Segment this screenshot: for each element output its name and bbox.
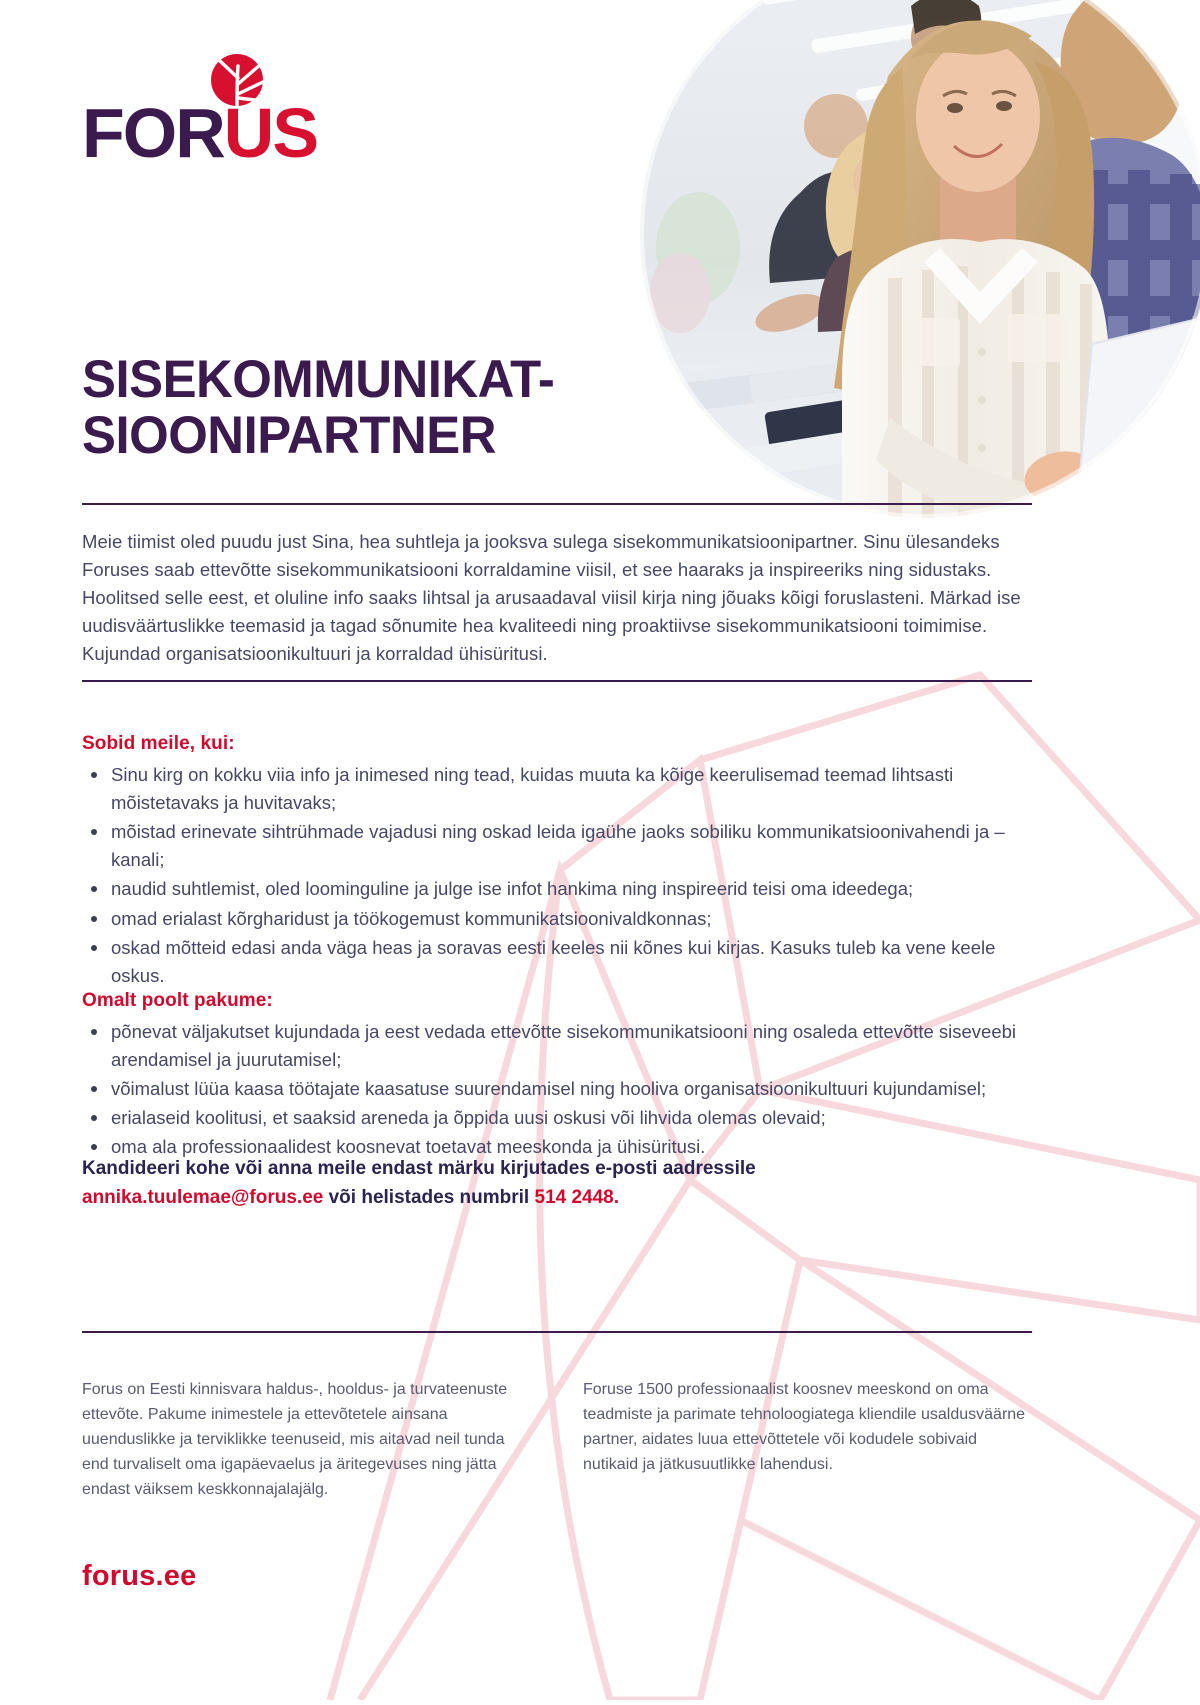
- intro-paragraph: Meie tiimist oled puudu just Sina, hea suhtleja ja jooksva sulega sisekommunikatsioonipartner. Sinu ülesandeks Foruses saab ettevõtte sisekommunikatsiooni korraldamine viisil, et see haaraks ja inspireeriks ning sidustaks. Hoolitsed selle eest, et oluline info saaks lihtsal ja arusaadaval viisil kirja ning jõuaks kõigi foruslasteni. Märkad ise uudisväärtuslikke teemasid ja tagad sõnumite hea kvaliteedi ning proaktiivse sisekommunikatsiooni toimimise. Kujundad organisatsioonikultuuri ja korraldad ühisüritusi.: [82, 531, 1021, 665]
- footer-columns: [82, 1378, 1032, 1503]
- logo-wordmark: [82, 94, 318, 172]
- offer-list: [82, 1018, 1042, 1162]
- contact-phone: 514 2448.: [534, 1186, 620, 1208]
- call-to-action: [82, 1155, 1042, 1213]
- list-item: mõistad erinevate sihtrühmade vajadusi ning oskad leida igaühe jaoks sobiliku kommunikatsioonivahendi ja –kanali;: [82, 818, 1042, 874]
- contact-email-link[interactable]: annika.tuulemae@forus.ee: [82, 1186, 324, 1208]
- list-item: naudid suhtlemist, oled loominguline ja julge ise infot hankima ning inspireerid teisi oma ideedega;: [82, 875, 1042, 903]
- logo-word-us: US: [223, 94, 318, 172]
- divider-middle: [82, 680, 1032, 682]
- website-link[interactable]: forus.ee: [82, 1560, 197, 1592]
- list-item: põnevat väljakutset kujundada ja eest vedada ettevõtte sisekommunikatsiooni ning osaleda ettevõtte siseveebi arendamisel ja juurutamisel;: [82, 1018, 1042, 1074]
- logo-word-for: FOR: [82, 94, 224, 172]
- footer-about-left: Forus on Eesti kinnisvara haldus-, hooldus- ja turvateenuste ettevõte. Pakume inimestele ja ettevõtetele ainsana uuenduslikke ja terviklikke teenuseid, mis aitavad neil tunda end turvaliselt oma igapäevaelus ja äritegevuses ning jätta endast väiksem keskkonnajalajälg.: [82, 1381, 508, 1498]
- divider-bottom: [82, 1331, 1032, 1333]
- brand-logo: [82, 52, 322, 182]
- page-title: SISEKOMMUNIKAT-SIOONIPARTNER: [82, 350, 555, 466]
- divider-top: [82, 503, 1032, 505]
- requirements-heading: Sobid meile, kui:: [82, 733, 235, 754]
- list-item: oma ala professionaalidest koosnevat toetavat meeskonda ja ühisüritusi.: [82, 1133, 1042, 1161]
- list-item: omad erialast kõrgharidust ja töökogemust kommunikatsioonivaldkonnas;: [82, 905, 1042, 933]
- requirements-list: [82, 761, 1042, 990]
- requirements-section: [82, 733, 1042, 991]
- list-item: oskad mõtteid edasi anda väga heas ja soravas eesti keeles nii kõnes kui kirjas. Kasuks tuleb ka vene keele oskus.: [82, 934, 1042, 990]
- list-item: erialaseid koolitusi, et saaksid areneda ja õppida uusi oskusi või lihvida olemas olevaid;: [82, 1104, 1042, 1132]
- footer-about-right: Foruse 1500 professionaalist koosnev meeskond on oma teadmiste ja parimate tehnoloogiatega kliendile usaldusväärne partner, aidates luua ettevõttetele või kodudele sobivaid nutikaid ja jätkusuutlikke lahendusi.: [583, 1381, 1026, 1473]
- offer-heading: Omalt poolt pakume:: [82, 990, 273, 1011]
- cta-mid: või helistades numbril: [323, 1186, 535, 1208]
- offer-section: [82, 990, 1042, 1163]
- list-item: Sinu kirg on kokku viia info ja inimesed ning tead, kuidas muuta ka kõige keerulisemad teemad lihtsasti mõistetavaks ja huvitavaks;: [82, 761, 1042, 817]
- list-item: võimalust lüüa kaasa töötajate kaasatuse suurendamisel ning hooliva organisatsioonikultuuri kujundamisel;: [82, 1075, 1042, 1103]
- cta-line1: Kandideeri kohe või anna meile endast märku kirjutades e-posti aadressile: [82, 1158, 756, 1179]
